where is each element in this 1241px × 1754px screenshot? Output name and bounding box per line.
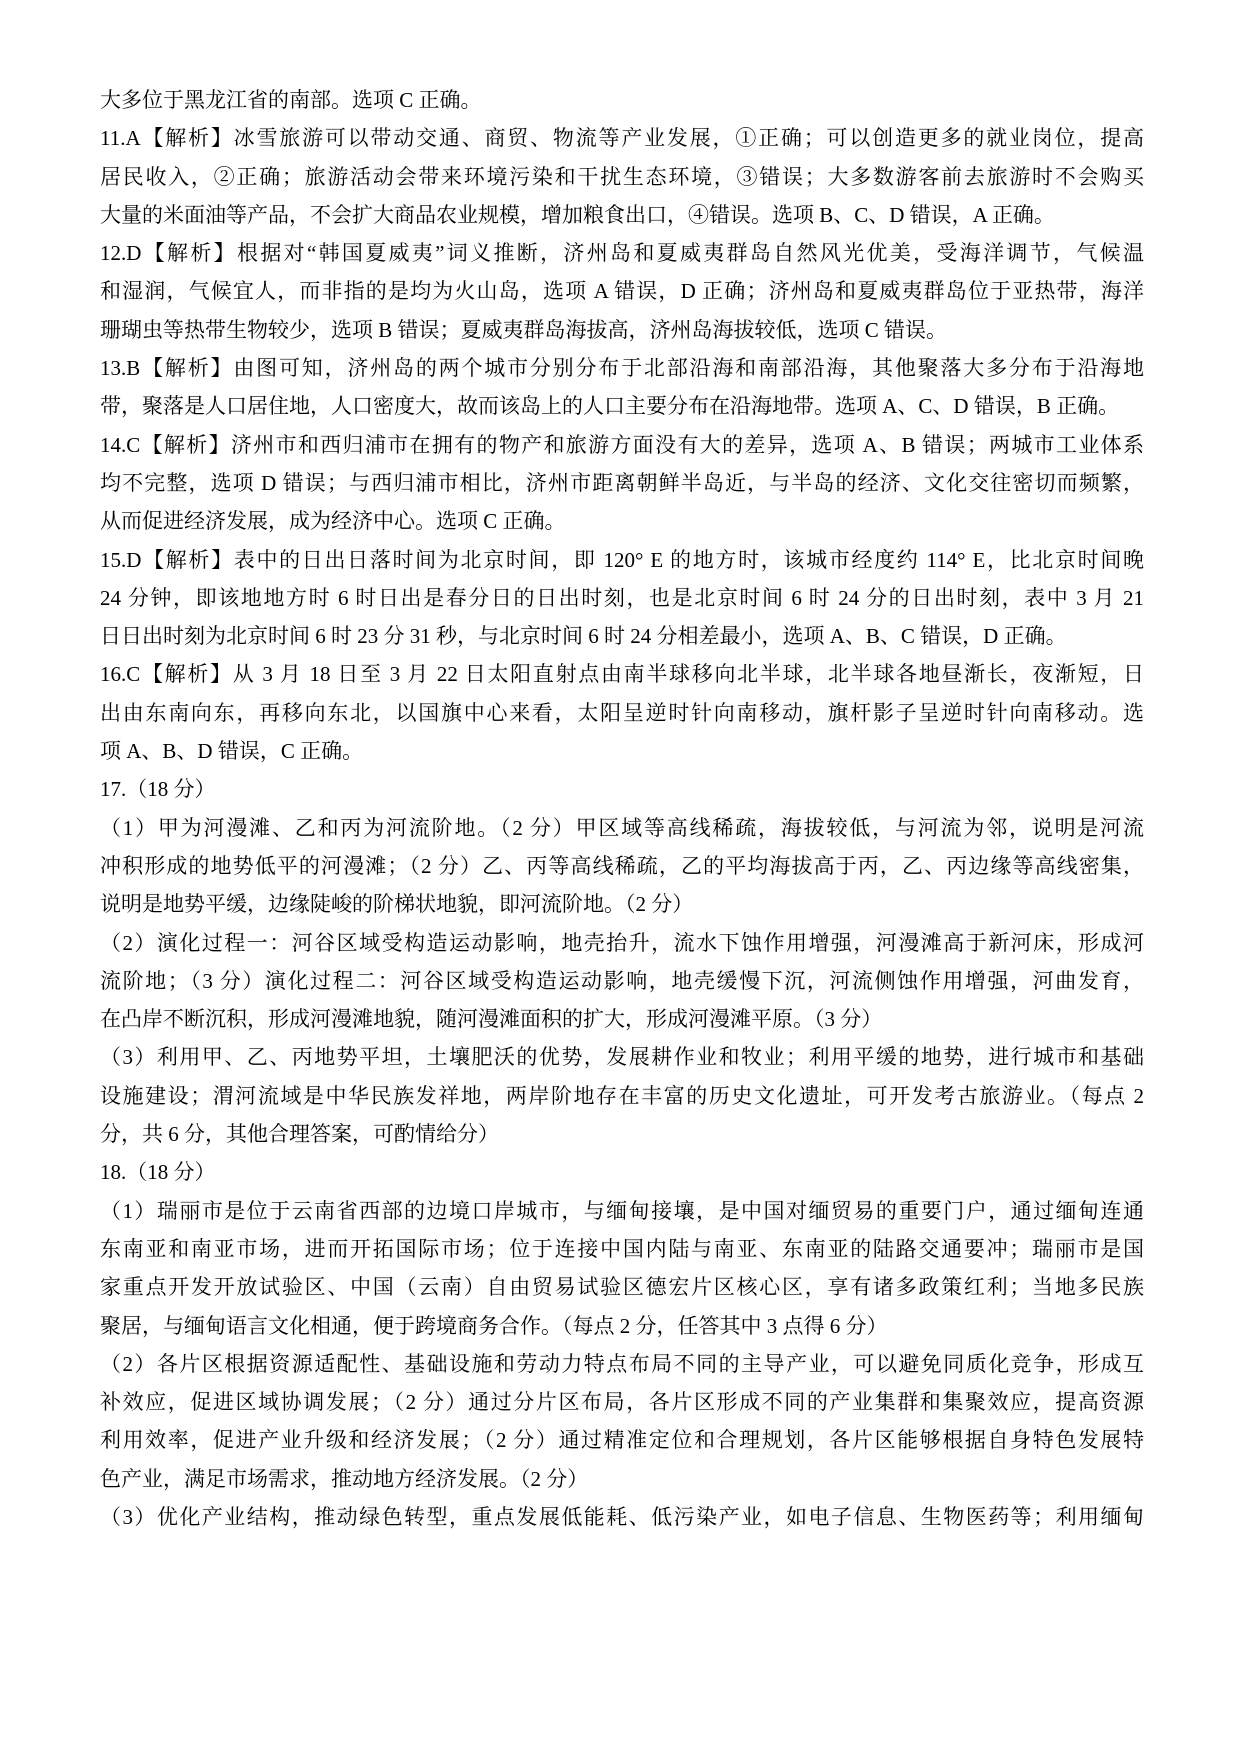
text-line: 珊瑚虫等热带生物较少，选项 B 错误；夏威夷群岛海拔高，济州岛海拔较低，选项 C 错误。: [100, 317, 948, 342]
text-line: 12.D【解析】根据对“韩国夏威夷”词义推断，济州岛和夏威夷群岛自然风光优美，受海洋调节，气候温: [100, 241, 1144, 266]
text-line: 日日出时刻为北京时间 6 时 23 分 31 秒，与北京时间 6 时 24 分相差最小，选项 A、B、C 错误，D 正确。: [100, 624, 1067, 649]
text-line: 分，共 6 分，其他合理答案，可酌情给分）: [100, 1122, 499, 1147]
text-line: （2）各片区根据资源适配性、基础设施和劳动力特点布局不同的主导产业，可以避免同质化竞争，形成互: [100, 1351, 1144, 1376]
text-line: 冲积形成的地势低平的河漫滩；（2 分）乙、丙等高线稀疏，乙的平均海拔高于丙，乙、丙边缘等高线密集，: [100, 853, 1144, 878]
text-line: 17.（18 分）: [100, 777, 216, 802]
text-line: 聚居，与缅甸语言文化相通，便于跨境商务合作。（每点 2 分，任答其中 3 点得 6 分）: [100, 1313, 888, 1338]
text-line: 补效应，促进区域协调发展；（2 分）通过分片区布局，各片区形成不同的产业集群和集聚效应，提高资源: [100, 1390, 1144, 1415]
text-line: 带，聚落是人口居住地，人口密度大，故而该岛上的人口主要分布在沿海地带。选项 A、C、D 错误，B 正确。: [100, 394, 1120, 419]
text-line: 出由东南向东，再移向东北，以国旗中心来看，太阳呈逆时针向南移动，旗杆影子呈逆时针向南移动。选: [100, 700, 1144, 725]
text-line: （1）瑞丽市是位于云南省西部的边境口岸城市，与缅甸接壤，是中国对缅贸易的重要门户，通过缅甸连通: [100, 1198, 1144, 1223]
text-line: 和湿润，气候宜人，而非指的是均为火山岛，选项 A 错误，D 正确；济州岛和夏威夷群岛位于亚热带，海洋: [100, 279, 1144, 304]
text-line: 设施建设；渭河流域是中华民族发祥地，两岸阶地存在丰富的历史文化遗址，可开发考古旅游业。（每点 2: [100, 1083, 1144, 1108]
text-line: 说明是地势平缓，边缘陡峻的阶梯状地貌，即河流阶地。（2 分）: [100, 892, 694, 917]
text-line: 色产业，满足市场需求，推动地方经济发展。（2 分）: [100, 1466, 589, 1491]
text-line: 大多位于黑龙江省的南部。选项 C 正确。: [100, 88, 482, 112]
text-line: 大量的米面油等产品，不会扩大商品农业规模，增加粮食出口，④错误。选项 B、C、D 错误，A 正确。: [100, 202, 1055, 227]
text-line: 利用效率，促进产业升级和经济发展；（2 分）通过精准定位和合理规划，各片区能够根据自身特色发展特: [100, 1428, 1144, 1453]
text-line: 13.B【解析】由图可知，济州岛的两个城市分别分布于北部沿海和南部沿海，其他聚落大多分布于沿海地: [100, 356, 1144, 381]
text-line: 18.（18 分）: [100, 1160, 216, 1185]
text-line: （2）演化过程一：河谷区域受构造运动影响，地壳抬升，流水下蚀作用增强，河漫滩高于新河床，形成河: [100, 930, 1144, 955]
text-line: （1）甲为河漫滩、乙和丙为河流阶地。（2 分）甲区域等高线稀疏，海拔较低，与河流为邻，说明是河流: [100, 815, 1144, 840]
text-line: 11.A【解析】冰雪旅游可以带动交通、商贸、物流等产业发展，①正确；可以创造更多的就业岗位，提高: [100, 126, 1144, 151]
text-line: 均不完整，选项 D 错误；与西归浦市相比，济州市距离朝鲜半岛近，与半岛的经济、文化交往密切而频繁，: [100, 470, 1144, 495]
text-line: 项 A、B、D 错误，C 正确。: [100, 739, 364, 764]
text-line: 东南亚和南亚市场，进而开拓国际市场；位于连接中国内陆与南亚、东南亚的陆路交通要冲；瑞丽市是国: [100, 1236, 1144, 1261]
text-line: 家重点开发开放试验区、中国（云南）自由贸易试验区德宏片区核心区，享有诸多政策红利；当地多民族: [100, 1275, 1144, 1300]
text-line: 16.C【解析】从 3 月 18 日至 3 月 22 日太阳直射点由南半球移向北半球，北半球各地昼渐长，夜渐短，日: [100, 662, 1144, 687]
text-line: 在凸岸不断沉积，形成河漫滩地貌，随河漫滩面积的扩大，形成河漫滩平原。（3 分）: [100, 1007, 883, 1032]
text-line: 24 分钟，即该地地方时 6 时日出是春分日的日出时刻，也是北京时间 6 时 24 分的日出时刻，表中 3 月 21: [100, 585, 1144, 610]
answer-text-block: [100, 81, 1144, 1536]
text-line: （3）优化产业结构，推动绿色转型，重点发展低能耗、低污染产业，如电子信息、生物医药等；利用缅甸: [100, 1504, 1144, 1529]
text-line: 居民收入，②正确；旅游活动会带来环境污染和干扰生态环境，③错误；大多数游客前去旅游时不会购买: [100, 164, 1144, 189]
text-line: 15.D【解析】表中的日出日落时间为北京时间，即 120° E 的地方时，该城市经度约 114° E，比北京时间晚: [100, 547, 1144, 572]
text-line: 从而促进经济发展，成为经济中心。选项 C 正确。: [100, 509, 566, 534]
text-line: 流阶地；（3 分）演化过程二：河谷区域受构造运动影响，地壳缓慢下沉，河流侧蚀作用增强，河曲发育，: [100, 968, 1144, 993]
text-line: 14.C【解析】济州市和西归浦市在拥有的物产和旅游方面没有大的差异，选项 A、B 错误；两城市工业体系: [100, 432, 1144, 457]
text-line: （3）利用甲、乙、丙地势平坦，土壤肥沃的优势，发展耕作业和牧业；利用平缓的地势，进行城市和基础: [100, 1045, 1144, 1070]
